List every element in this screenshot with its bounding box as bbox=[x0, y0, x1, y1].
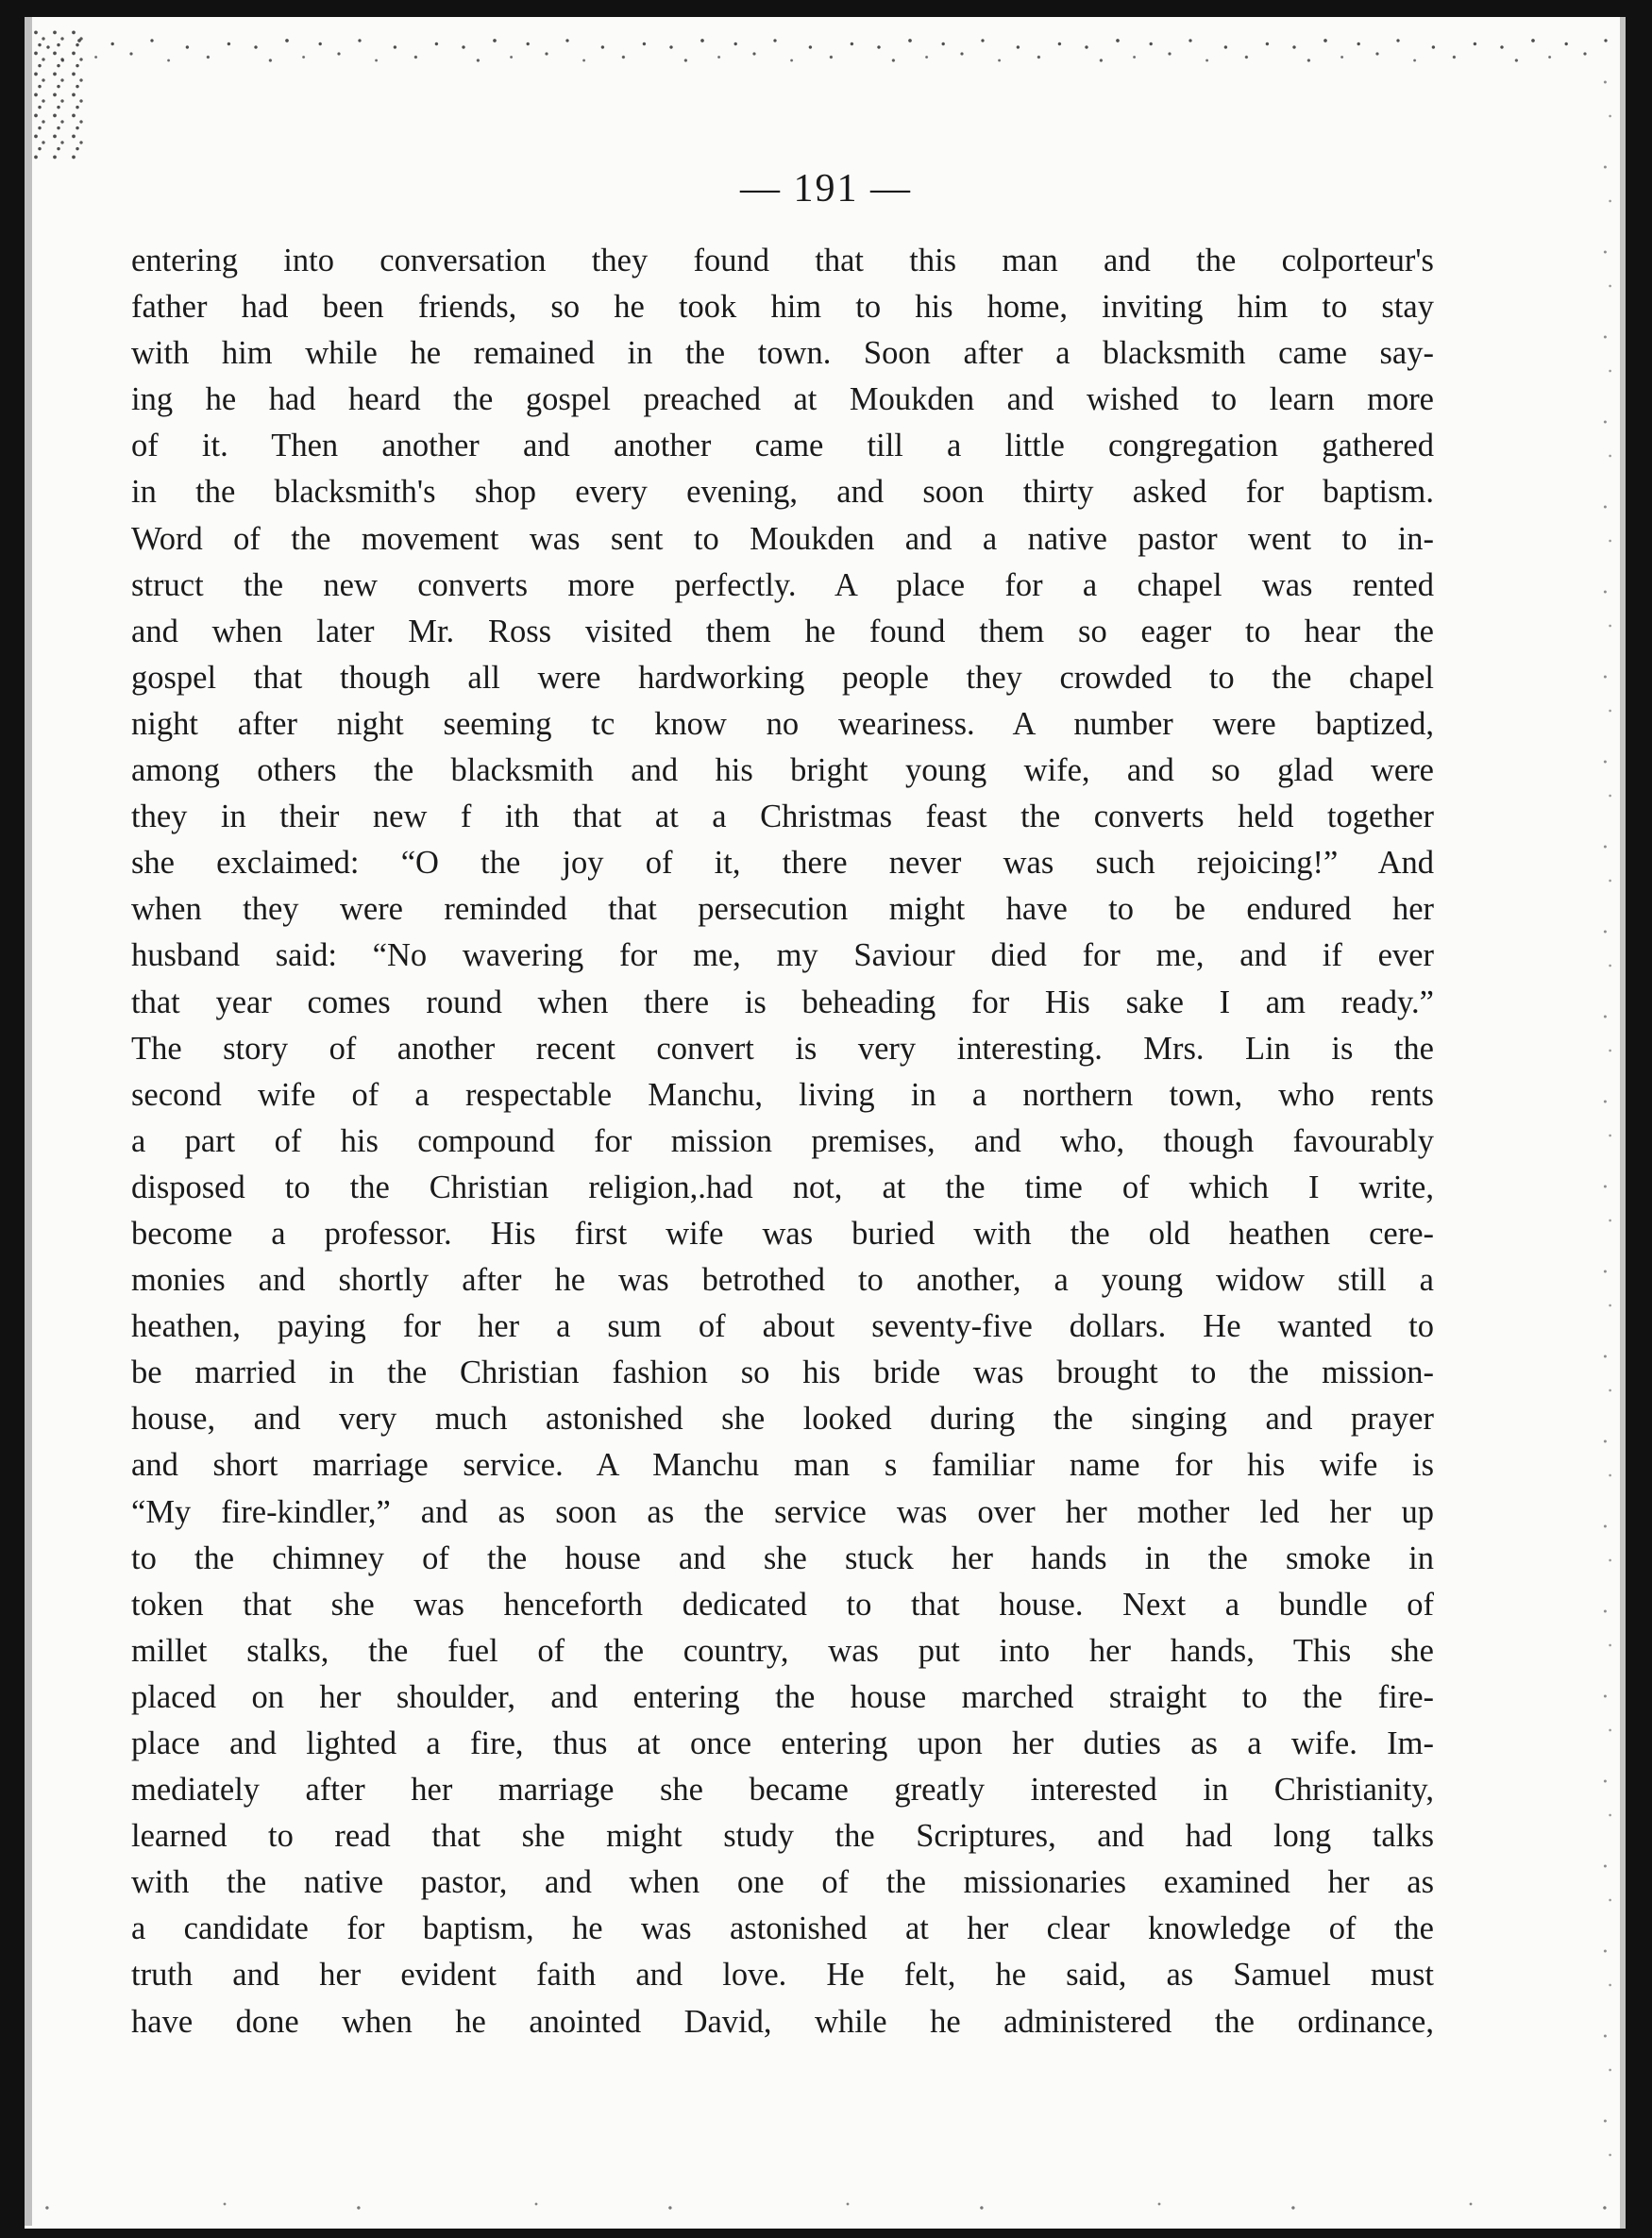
text-line: house, and very much astonished she looked during the singing and prayer bbox=[131, 1401, 1434, 1438]
scan-noise-right bbox=[1595, 57, 1620, 2190]
text-line: a part of his compound for mission premises, and who, though favourably bbox=[131, 1122, 1434, 1159]
page-body-text bbox=[131, 238, 1434, 2045]
text-line: among others the blacksmith and his bright young wife, and so glad were bbox=[131, 752, 1434, 789]
text-line: night after night seeming tc know no weariness. A number were baptized, bbox=[131, 705, 1434, 742]
text-line: husband said: “No wavering for me, my Saviour died for me, and if ever bbox=[131, 937, 1434, 974]
text-line: father had been friends, so he took him to his home, inviting him to stay bbox=[131, 289, 1434, 326]
text-line: The story of another recent convert is very interesting. Mrs. Lin is the bbox=[131, 1030, 1434, 1067]
text-line: a candidate for baptism, he was astonished at her clear knowledge of the bbox=[131, 1910, 1434, 1947]
text-line: heathen, paying for her a sum of about seventy-five dollars. He wanted to bbox=[131, 1308, 1434, 1345]
text-line: and when later Mr. Ross visited them he found them so eager to hear the bbox=[131, 613, 1434, 649]
text-line: millet stalks, the fuel of the country, was put into her hands, This she bbox=[131, 1632, 1434, 1669]
text-line: she exclaimed: “O the joy of it, there never was such rejoicing!” And bbox=[131, 845, 1434, 882]
scan-border-left bbox=[0, 0, 25, 2238]
text-line: in the blacksmith's shop every evening, and soon thirty asked for baptism. bbox=[131, 474, 1434, 511]
text-line: with the native pastor, and when one of the missionaries examined her as bbox=[131, 1864, 1434, 1901]
text-line: placed on her shoulder, and entering the house marched straight to the fire- bbox=[131, 1678, 1434, 1715]
text-line: truth and her evident faith and love. He felt, he said, as Samuel must bbox=[131, 1957, 1434, 1994]
scan-noise-bottom bbox=[38, 2189, 1614, 2227]
scan-border-bottom bbox=[0, 2229, 1652, 2238]
scan-shadow-left bbox=[25, 17, 32, 2226]
text-line: second wife of a respectable Manchu, living in a northern town, who rents bbox=[131, 1076, 1434, 1113]
text-line: struct the new converts more perfectly. A place for a chapel was rented bbox=[131, 566, 1434, 603]
text-line: of it. Then another and another came till a little congregation gathered bbox=[131, 428, 1434, 464]
text-line: Word of the movement was sent to Moukden and a native pastor went to in- bbox=[131, 520, 1434, 557]
scan-noise-top bbox=[38, 21, 1614, 87]
scan-shadow-right bbox=[1620, 17, 1626, 2238]
text-line: that year comes round when there is beheading for His sake I am ready.” bbox=[131, 984, 1434, 1020]
text-line: be married in the Christian fashion so his bride was brought to the mission- bbox=[131, 1355, 1434, 1391]
scan-border-top bbox=[0, 0, 1652, 17]
text-line: place and lighted a fire, thus at once entering upon her duties as a wife. Im- bbox=[131, 1725, 1434, 1761]
text-line: ing he had heard the gospel preached at Moukden and wished to learn more bbox=[131, 381, 1434, 418]
text-line: become a professor. His first wife was buried with the old heathen cere- bbox=[131, 1215, 1434, 1252]
text-line: they in their new f ith that at a Christmas feast the converts held together bbox=[131, 799, 1434, 835]
text-line: when they were reminded that persecution might have to be endured her bbox=[131, 891, 1434, 928]
text-line: “My fire-kindler,” and as soon as the service was over her mother led her up bbox=[131, 1493, 1434, 1530]
text-line: with him while he remained in the town. Soon after a blacksmith came say- bbox=[131, 335, 1434, 372]
text-line: to the chimney of the house and she stuck her hands in the smoke in bbox=[131, 1540, 1434, 1576]
scan-border-right bbox=[1626, 0, 1652, 2238]
text-line: disposed to the Christian religion,.had not, at the time of which I write, bbox=[131, 1169, 1434, 1205]
text-line: have done when he anointed David, while he administered the ordinance, bbox=[131, 2003, 1434, 2040]
text-line: entering into conversation they found that this man and the colporteur's bbox=[131, 243, 1434, 278]
text-line: and short marriage service. A Manchu man s familiar name for his wife is bbox=[131, 1447, 1434, 1484]
text-line: learned to read that she might study the Scriptures, and had long talks bbox=[131, 1818, 1434, 1855]
page-number-header: — 191 — bbox=[740, 167, 912, 210]
scan-noise-left bbox=[32, 28, 89, 160]
text-line: mediately after her marriage she became greatly interested in Christianity, bbox=[131, 1772, 1434, 1809]
text-line: monies and shortly after he was betrothed to another, a young widow still a bbox=[131, 1262, 1434, 1299]
text-line: gospel that though all were hardworking people they crowded to the chapel bbox=[131, 659, 1434, 696]
text-line: token that she was henceforth dedicated to that house. Next a bundle of bbox=[131, 1586, 1434, 1623]
